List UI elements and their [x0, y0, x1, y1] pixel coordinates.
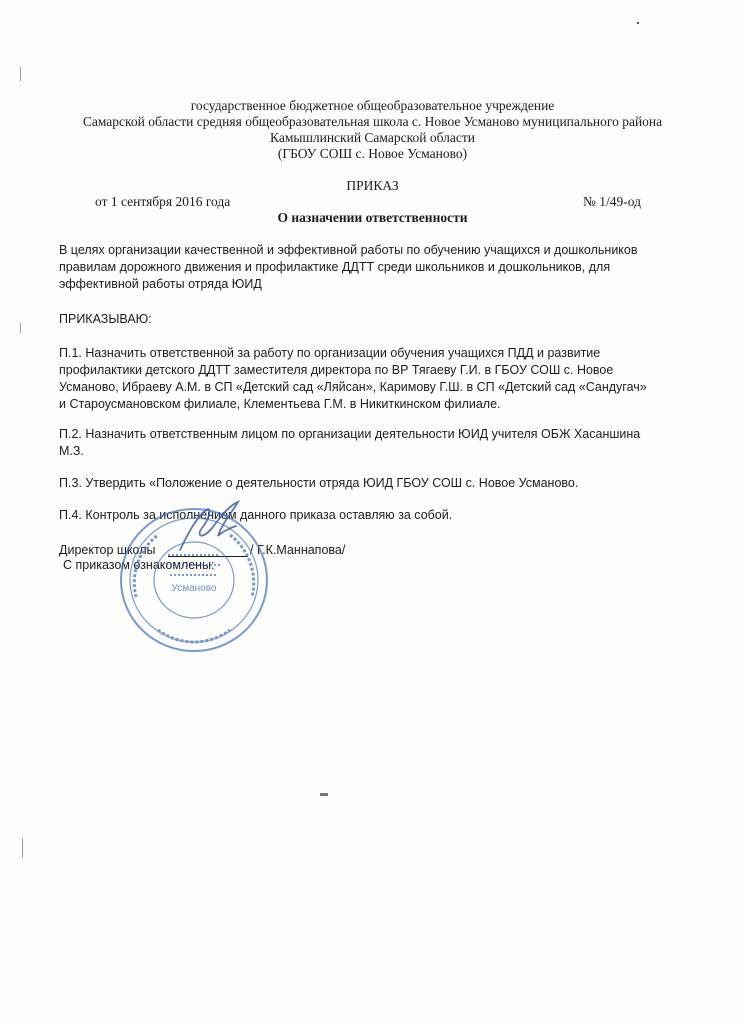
preamble-line-3: эффективной работы отряда ЮИД: [59, 277, 262, 291]
decree-word: ПРИКАЗЫВАЮ:: [59, 312, 152, 326]
header-line-1: государственное бюджетное общеобразовательное учреждение: [190, 98, 555, 113]
scan-mark: [637, 22, 639, 24]
item-1-line-1: П.1. Назначить ответственной за работу по организации обучения учащихся ПДД и развитие: [59, 346, 601, 360]
item-2-line-1: П.2. Назначить ответственным лицом по организации деятельности ЮИД учителя ОБЖ Хасаншина: [59, 427, 641, 441]
signature-name: / Г.К.Маннапова/: [250, 543, 346, 557]
order-subject: О назначении ответственности: [277, 210, 468, 225]
header-line-3: Камышлинский Самарской области: [270, 130, 475, 145]
signature-role: Директор школы: [59, 543, 156, 557]
item-1-line-3: Усманово, Ибраеву А.М. в СП «Детский сад «Ляйсан», Каримову Г.Ш. в СП «Детский сад «Сандугач»: [59, 380, 647, 394]
order-number: № 1/49-од: [583, 194, 641, 209]
stamp-center-text: Усманово: [171, 583, 217, 594]
preamble-line-1: В целях организации качественной и эффективной работы по обучению учащихся и дошкольников: [59, 243, 638, 257]
scan-mark: [320, 793, 328, 796]
header-line-4: (ГБОУ СОШ с. Новое Усманово): [277, 146, 468, 161]
preamble-line-2: правилам дорожного движения и профилактике ДДТТ среди школьников и дошкольников, для: [59, 260, 611, 274]
scan-mark: [22, 838, 23, 858]
item-4-line-1: П.4. Контроль за исполнением данного приказа оставляю за собой.: [59, 508, 453, 522]
acquainted-label: С приказом ознакомлены:: [63, 558, 215, 572]
scan-mark: [20, 67, 21, 81]
item-1-line-2: профилактики детского ДДТТ заместителя директора по ВР Тягаеву Г.И. в ГБОУ СОШ с. Новое: [59, 363, 614, 377]
item-3-line-1: П.3. Утвердить «Положение о деятельности отряда ЮИД ГБОУ СОШ с. Новое Усманово.: [59, 476, 579, 490]
order-title: ПРИКАЗ: [346, 178, 399, 193]
item-1-line-4: и Староусмановском филиале, Клементьева Г.М. в Никиткинском филиале.: [59, 397, 501, 411]
handwritten-signature: [172, 498, 252, 558]
header-line-2: Самарской области средняя общеобразовательная школа с. Новое Усманово муниципального района: [82, 114, 663, 129]
scan-mark: [20, 323, 21, 333]
order-date: от 1 сентября 2016 года: [95, 194, 231, 209]
item-2-line-2: М.З.: [59, 444, 84, 458]
